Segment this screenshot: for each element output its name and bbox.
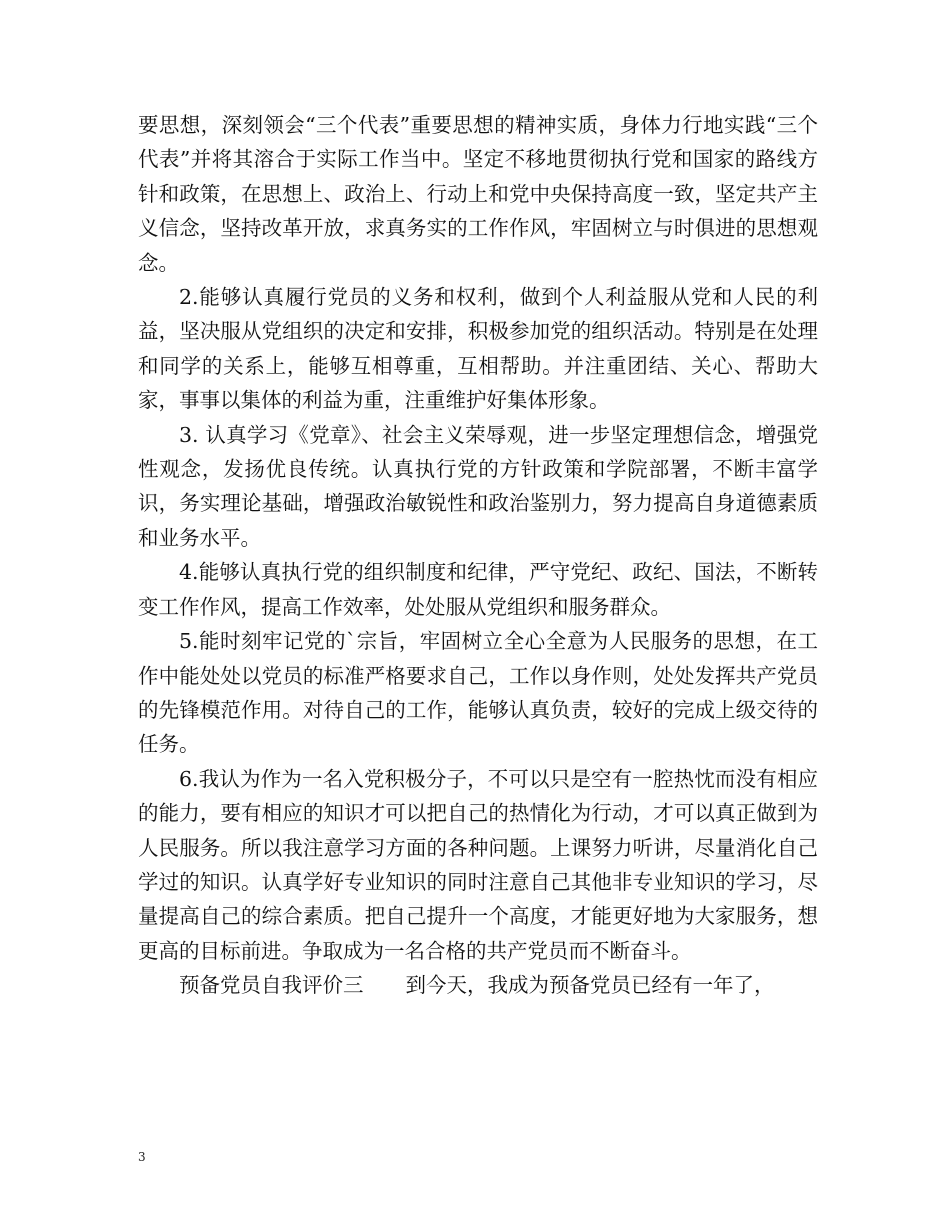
paragraph-item-4: 4.能够认真执行党的组织制度和纪律，严守党纪、政纪、国法，不断转变工作作风，提高工作效率，处处服从党组织和服务群众。: [138, 560, 818, 619]
section-text: 到今天，我成为预备党员已经有一年了，: [405, 973, 775, 998]
document-body: [138, 108, 818, 1003]
section-heading: 预备党员自我评价三: [179, 973, 364, 998]
paragraph-item-5: 5.能时刻牢记党的`宗旨，牢固树立全心全意为人民服务的思想，在工作中能处处以党员的标准严格要求自己，工作以身作则，处处发挥共产党员的先锋模范作用。对待自己的工作，能够认真负责，较好的完成上级交待的任务。: [138, 629, 818, 757]
paragraph-item-3: 3. 认真学习《党章》、社会主义荣辱观，进一步坚定理想信念，增强党性观念，发扬优良传统。认真执行党的方针政策和学院部署，不断丰富学识，务实理论基础，增强政治敏锐性和政治鉴别力，努力提高自身道德素质和业务水平。: [138, 422, 818, 550]
paragraph-item-6: 6.我认为作为一名入党积极分子，不可以只是空有一腔热忱而没有相应的能力，要有相应的知识才可以把自己的热情化为行动，才可以真正做到为人民服务。所以我注意学习方面的各种问题。上课努力听讲，尽量消化自己学过的知识。认真学好专业知识的同时注意自己其他非专业知识的学习，尽量提高自己的综合素质。把自己提升一个高度，才能更好地为大家服务，想更高的目标前进。争取成为一名合格的共产党员而不断奋斗。: [138, 766, 818, 963]
paragraph-continued: 要思想，深刻领会“三个代表”重要思想的精神实质，身体力行地实践“三个代表”并将其溶合于实际工作当中。坚定不移地贯彻执行党和国家的路线方针和政策，在思想上、政治上、行动上和党中央保持高度一致，坚定共产主义信念，坚持改革开放，求真务实的工作作风，牢固树立与时俱进的思想观念。: [138, 113, 818, 275]
paragraph-item-2: 2.能够认真履行党员的义务和权利，做到个人利益服从党和人民的利益，坚决服从党组织的决定和安排，积极参加党的组织活动。特别是在处理和同学的关系上，能够互相尊重，互相帮助。并注重团结、关心、帮助大家，事事以集体的利益为重，注重维护好集体形象。: [138, 285, 818, 413]
paragraph-section-three: [138, 968, 818, 1002]
page-number: 3: [138, 1150, 146, 1164]
